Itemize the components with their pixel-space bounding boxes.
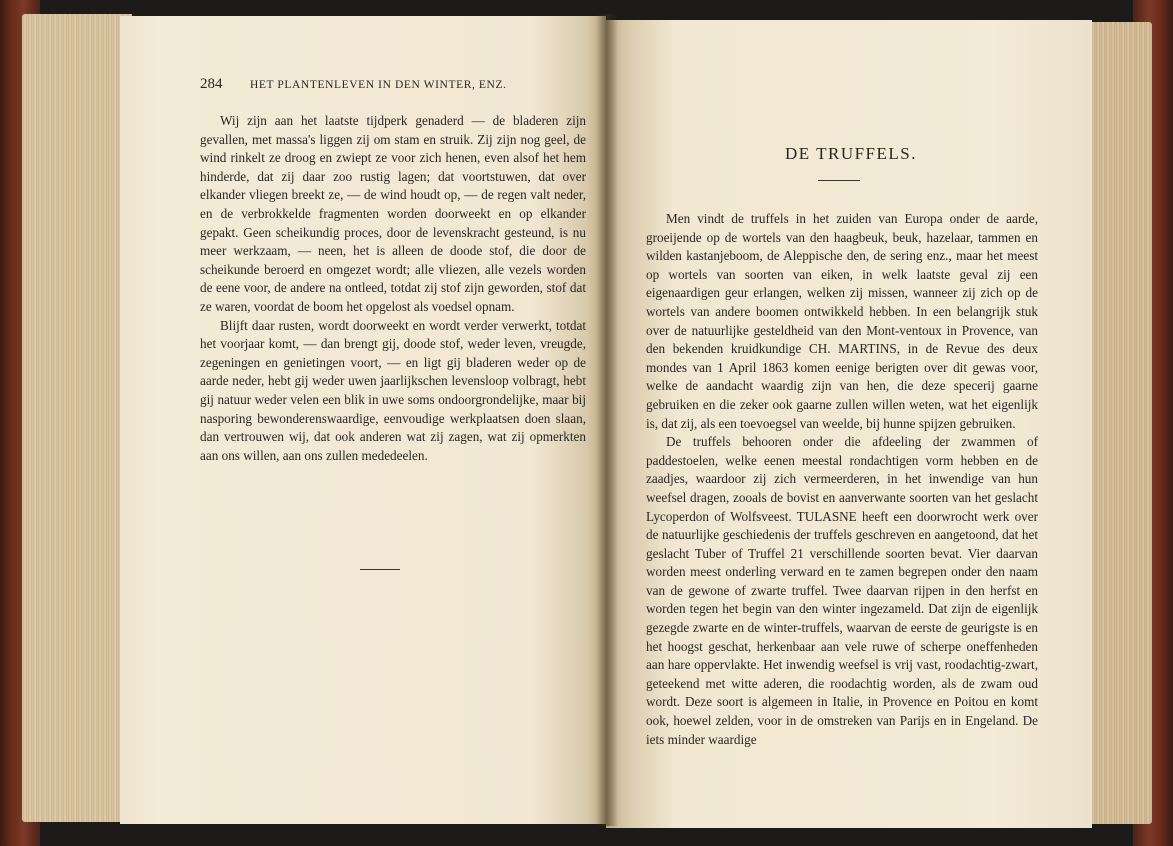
- page-number: 284: [200, 76, 223, 92]
- paragraph: Men vindt de truffels in het zuiden van Europa onder de aarde, groeijende op de wortels van den haagbeuk, beuk, hazelaar, tammen en wilden kastanjeboom, de Aleppische den, de sering enz., maar het meest op wortels van soorten van eiken, in welk laatste geval zij een eigenaardigen geur erlangen, welken zij missen, wanneer zij zich op de wortels van andere boomen ontwikkeld hebben. In een belangrijk stuk over de natuurlijke gesteldheid van den Mont-ventoux in Provence, van den bekenden kruidkundige CH. MARTINS, in de Revue des deux mondes van 1 April 1863 komen eenige berigten over dit gewas voor, welke de aandacht waardig zijn van hen, die deze specerij gaarne gebruiken en die zeker ook gaarne zullen willen weten, wat het eigenlijk is, dat zij, als een toevoegsel van weelde, bij hunne spijzen gebruiken.: [646, 211, 1038, 431]
- page-stack-right: [1090, 22, 1152, 824]
- page-stack-left: [22, 14, 132, 822]
- running-head: HET PLANTENLEVEN IN DEN WINTER, ENZ.: [249, 79, 507, 91]
- left-page-body: [200, 112, 586, 465]
- left-page-header: [200, 76, 580, 93]
- end-rule: [360, 569, 400, 570]
- title-rule: [818, 180, 860, 181]
- right-page-body: [646, 210, 1038, 749]
- left-page: [120, 16, 606, 824]
- chapter-title: DE TRUFFELS.: [785, 144, 917, 163]
- paragraph: Blijft daar rusten, wordt doorweekt en wordt verder verwerkt, totdat het voorjaar komt, — dan brengt gij, doode stof, weder leven, vreugde, zegeningen en genietingen voort, — en ligt gij bladeren weder op de aarde neder, hebt gij weder uwen jaarlijkschen levensloop volbragt, hebt gij natuur weder velen een blik in uwe soms ondoorgrondelijke, maar bij nasporing bewonderenswaardige, eenvoudige werkplaatsen doen slaan, dan vertrouwen wij, dat ook anderen wat zij zagen, wat zij opmerkten aan ons willen, aan ons zullen mededeelen.: [200, 317, 586, 463]
- book-gutter: [596, 14, 618, 826]
- paragraph: De truffels behooren onder die afdeeling der zwammen of paddestoelen, welke eenen meestal rondachtigen vorm hebben en de zaadjes, waardoor zij zich vermeerderen, in het inwendige van hun weefsel dragen, zooals de bovist en aanverwante soorten van het geslacht Lycoperdon of Wolfsveest. TULASNE heeft een doorwrocht werk over de natuurlijke geschiedenis der truffels geschreven en aangetoond, dat het geslacht Tuber of Truffel 21 verschillende soorten bevat. Vier daarvan worden meest onderling verward en te zamen begrepen onder den naam van de gewone of zwarte truffel. Twee daarvan rijpen in den herfst en worden tegen het begin van den winter ingezameld. Dat zijn de eigenlijk gezegde zwarte en de winter-truffels, waarvan de eerste de geurigste is en het hoogst geschat, herkenbaar aan vele ruwe of scherpe oneffenheden aan hare oppervlakte. Het inwendig weefsel is vrij vast, roodachtig-zwart, geteekend met witte aderen, die roodachtig worden, als de zwam oud wordt. Deze soort is algemeen in Italie, in Provence en Poitou en komt ook, hoewel zelden, voor in de omstreken van Parijs en in Engeland. De iets minder waardige: [646, 434, 1038, 747]
- right-page: [606, 20, 1092, 828]
- paragraph: Wij zijn aan het laatste tijdperk genaderd — de bladeren zijn gevallen, met massa's liggen zij om stam en struik. Zij zijn nog geel, de wind rinkelt ze droog en zwiept ze voor zich henen, even alsof het hem hinderde, dat zij daar zoo rustig lagen; dat voortstuwen, dat over elkander vliegen breekt ze, — de wind houdt op, — de regen valt neder, en de verbrokkelde fragmenten worden doorweekt en op elkander gepakt. Geen scheikundig proces, door de levenskracht gesteund, is nu meer werkzaam, — neen, het is alleen de doode stof, die door de scheikunde beroerd en omgezet wordt; alle vliezen, alle vezels worden de eene voor, de andere na ontleed, totdat zij stof zijn geworden, stof dat ze waren, voordat de boom het opgelost als voedsel opnam.: [200, 113, 586, 314]
